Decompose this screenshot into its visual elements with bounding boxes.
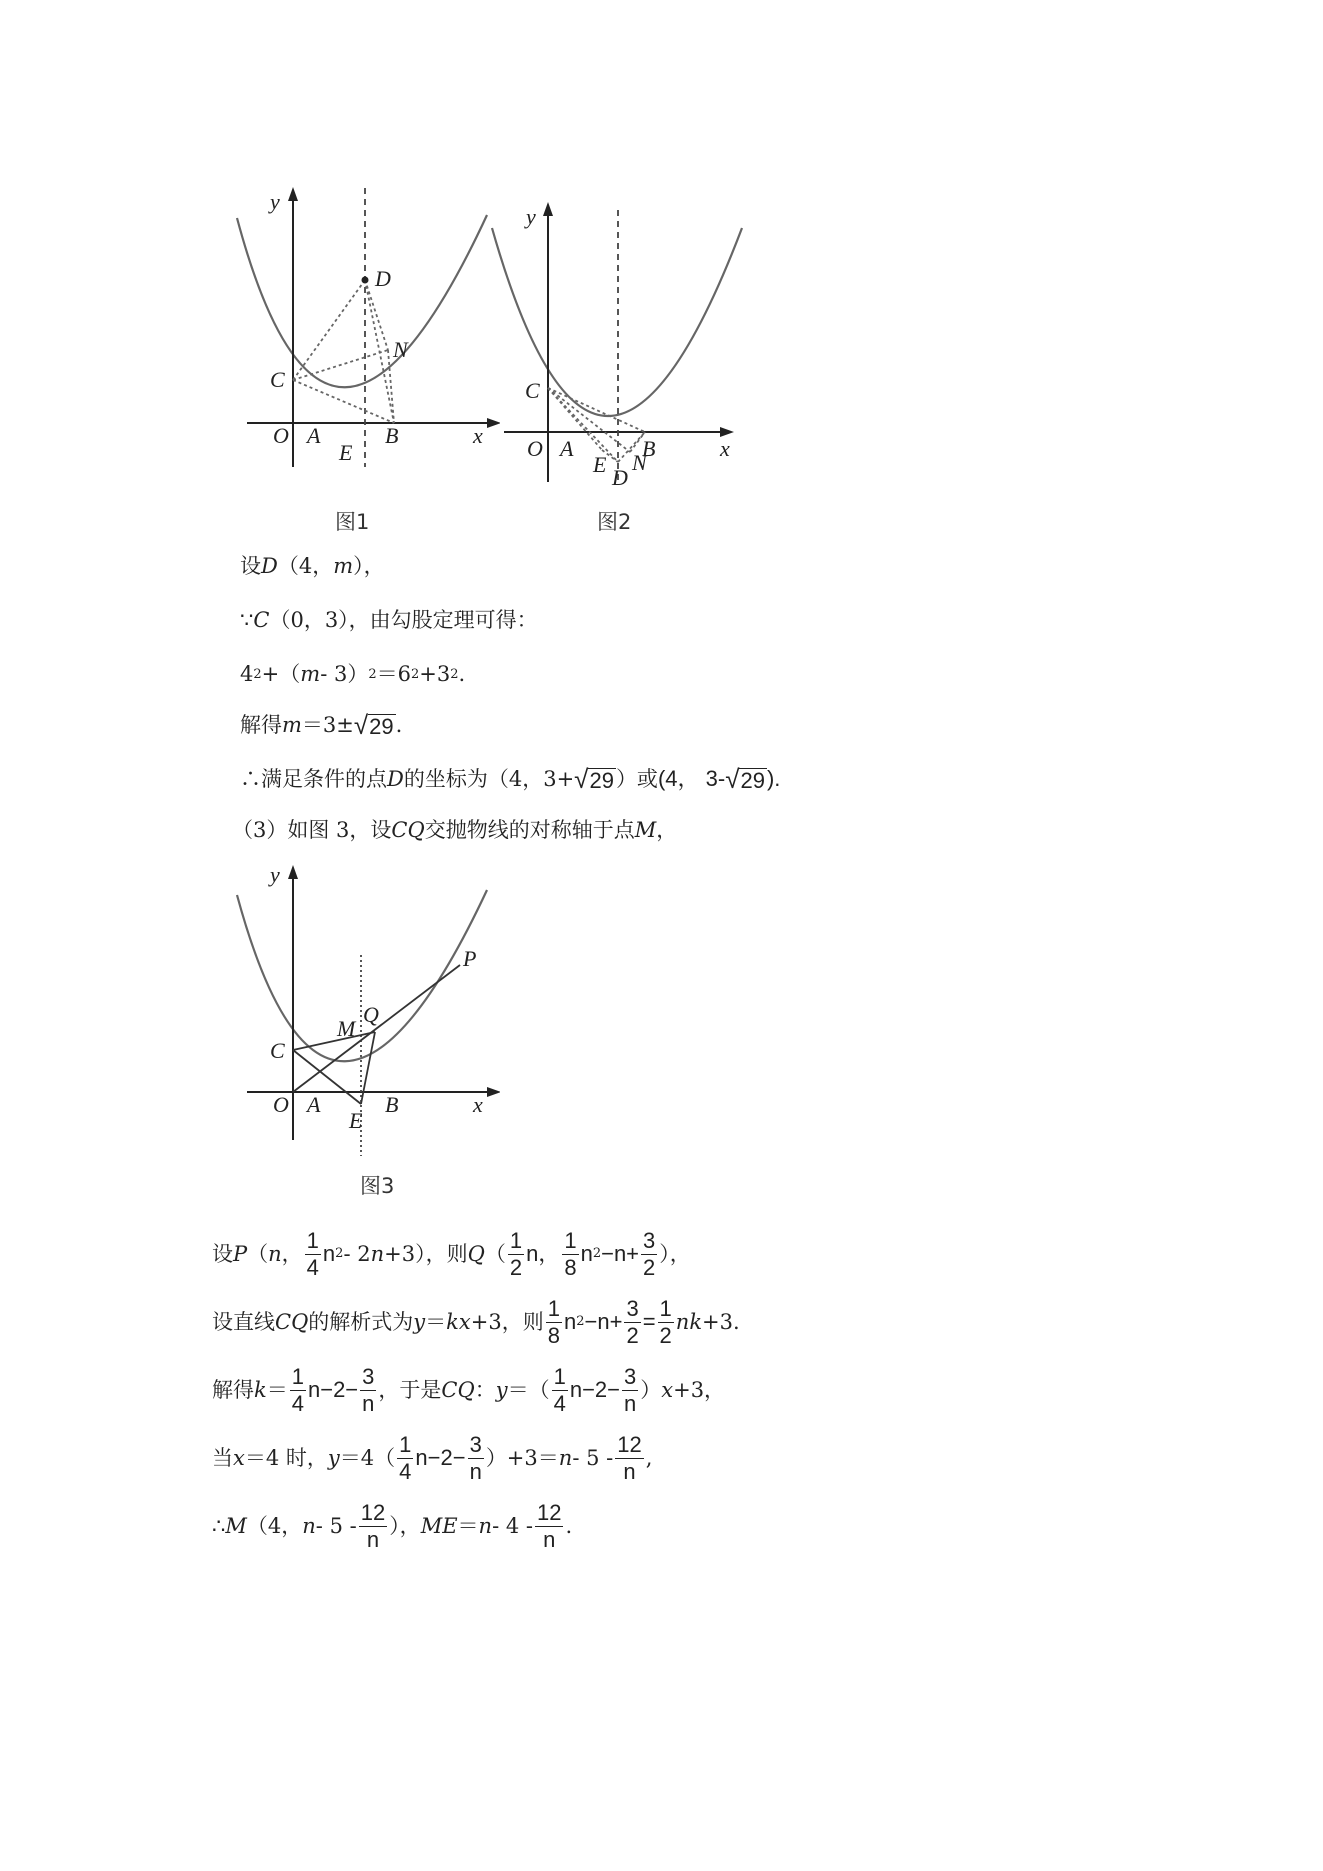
fig3-label-y: y (270, 862, 280, 887)
fig3-label-m: M (337, 1016, 356, 1041)
fig1-label-y: y (270, 189, 280, 214)
sqrt-29-a: √ 29 (574, 764, 614, 794)
line-solve-m: 解得 m ＝3± √ 29 . (240, 710, 403, 740)
fig2-label-n: N (632, 450, 647, 475)
fig2-label-c: C (525, 378, 540, 403)
fig1-label-x: x (473, 423, 483, 448)
fig3-label-o: O (273, 1092, 289, 1117)
fig3-label-c: C (270, 1038, 285, 1063)
line-when-x-4: 当 x ＝4 时， y ＝4（ $\frac{1}{4}$ n−2− $\frac{3}{n}$ ）+3＝ n - 5 - $\frac{12}{n}$ , (212, 1432, 653, 1484)
fig3-label-b: B (385, 1092, 399, 1117)
line-point-m-me: ∴ M （4， n - 5 - $\frac{12}{n}$ ）， ME ＝ n - 4 - $\frac{12}{n}$ . (212, 1500, 573, 1552)
figure-1 (225, 185, 500, 489)
sqrt-29-b: √ 29 (725, 764, 765, 794)
fig2-label-y: y (526, 204, 536, 229)
fig2-label-x: x (720, 436, 730, 461)
line-cq-equation: 设直线 CQ 的解析式为 y ＝ kx +3，则 $\frac{1}{8}$ n 2 −n+ $\frac{3}{2}$ = $\frac{1}{2}$ nk +3. (212, 1296, 740, 1348)
figure-2 (490, 200, 750, 504)
fig1-label-a: A (307, 423, 321, 448)
line-pythagorean-equation: 4 2 +（ m - 3） 2 ＝6 2 +3 2 . (240, 662, 466, 686)
figure-2-graph (490, 200, 750, 500)
fig1-dotted-segments (293, 280, 394, 423)
fig1-label-e: E (339, 440, 353, 465)
line-set-p-q: 设 P （ n ， $\frac{1}{4}$ n 2 - 2 n +3），则 Q （ $\frac{1}{2}$ n， $\frac{1}{8}$ n 2 −n+ $\frac{3}{2}$ ）， (212, 1228, 691, 1280)
line-given-c: ∵ C （0，3），由勾股定理可得： (240, 608, 538, 632)
fig1-label-c: C (270, 367, 285, 392)
fig2-label-e: E (593, 452, 607, 477)
fig2-label-b: B (642, 436, 656, 461)
fig3-label-a: A (307, 1092, 321, 1117)
fig3-label-p: P (463, 946, 477, 971)
figure-3-caption: 图3 (360, 1174, 395, 1198)
fig3-label-x: x (473, 1092, 483, 1117)
fig2-label-d: D (612, 465, 628, 490)
fig1-label-n: N (393, 337, 408, 362)
line-solve-k: 解得 k ＝ $\frac{1}{4}$ n−2− $\frac{3}{n}$ ，于是 CQ ： y ＝（ $\frac{1}{4}$ n−2− $\frac{3}{n}$ ） x +3， (212, 1364, 726, 1416)
fig1-label-o: O (273, 423, 289, 448)
line-set-d: 设 D （4， m ）， (240, 554, 385, 578)
figure-3-graph (225, 860, 500, 1165)
fig1-label-b: B (385, 423, 399, 448)
line-part-3-intro: （3）如图 3，设 CQ 交抛物线的对称轴于点 M ， (232, 818, 678, 842)
sqrt-29: √ 29 (353, 710, 394, 740)
figure-1-caption: 图1 (335, 510, 370, 534)
fig2-label-a: A (560, 436, 574, 461)
figure-2-caption: 图2 (597, 510, 632, 534)
figure-3 (225, 860, 500, 1169)
fig2-y-axis (543, 202, 553, 482)
fig1-y-axis (288, 187, 298, 467)
fig3-label-e: E (349, 1108, 363, 1133)
fig1-parabola (237, 215, 487, 387)
fig1-label-d: D (375, 266, 391, 291)
fig3-label-q: Q (363, 1002, 379, 1027)
fig1-point-d (362, 277, 369, 284)
fig3-y-axis (288, 865, 298, 1140)
line-point-d-coordinates: ∴满足条件的点 D 的坐标为（4，3+ √ 29 ）或 (4， 3- √ 29 ). (240, 764, 781, 794)
fig2-label-o: O (527, 436, 543, 461)
figure-1-graph (225, 185, 500, 485)
